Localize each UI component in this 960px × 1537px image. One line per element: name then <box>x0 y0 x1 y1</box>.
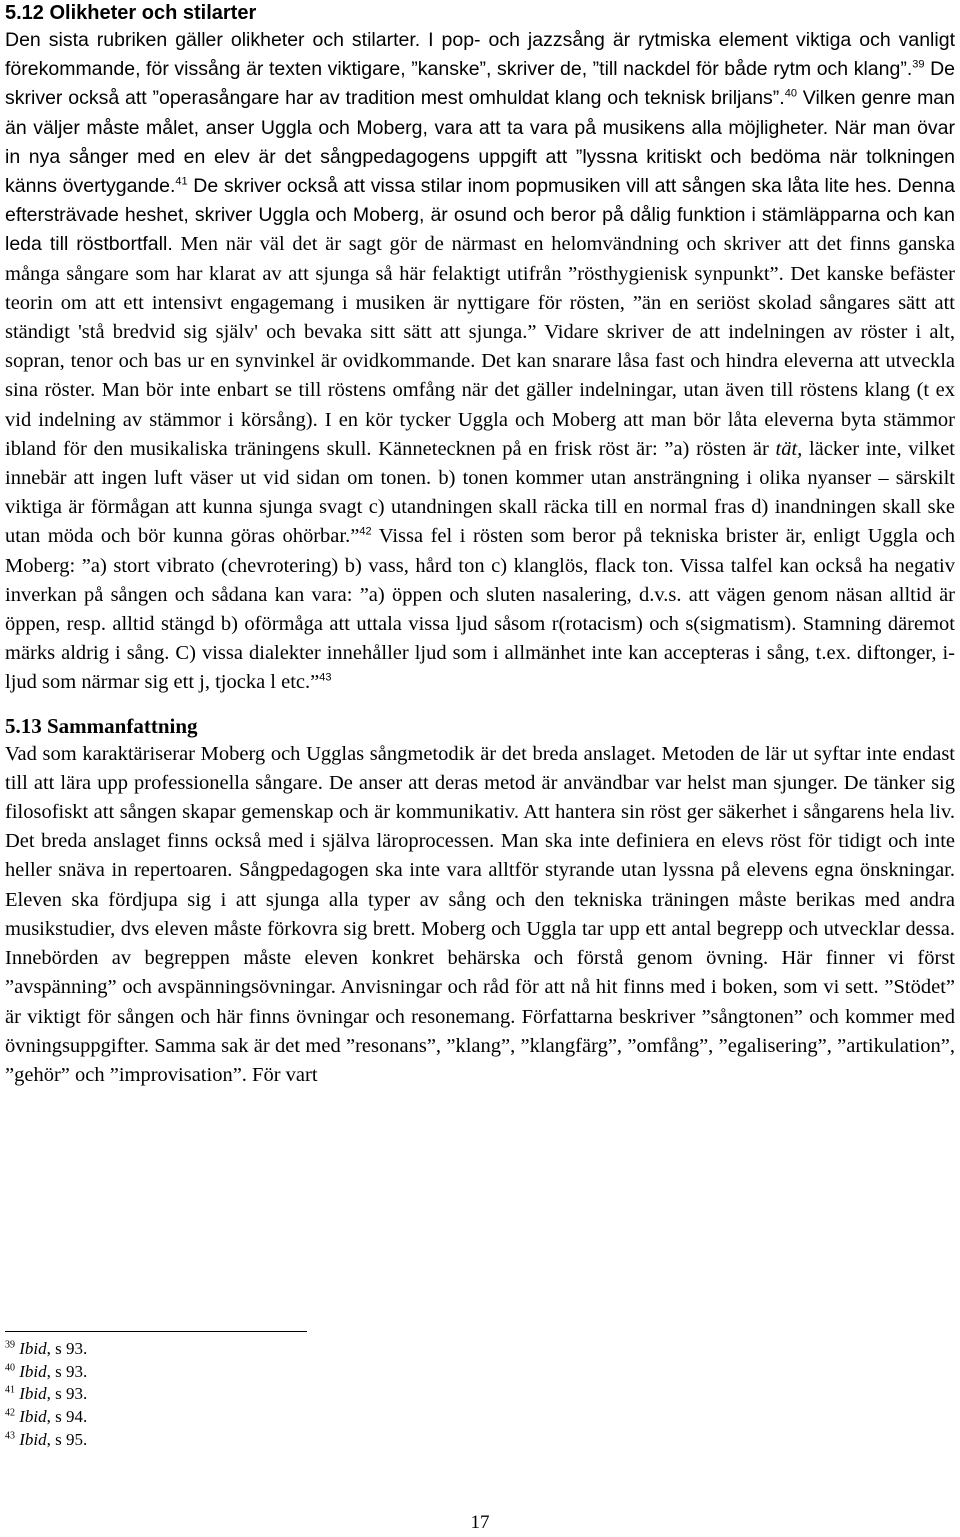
paragraph-text: De skriver också att vissa stilar inom popmusiken vill att sången ska låta lite hes. Denna eftersträvade heshet, skriver Uggla och Moberg, är osund och beror på dålig funktion i stämläpparna och kan leda till röstbortfall. <box>5 175 955 256</box>
footnote-item: $^{39}$ Ibid, s 93. <box>5 1339 88 1358</box>
paragraph-text: Vilken genre man än väljer måste målet, anser Uggla och Moberg, vara att ta vara på musikens alla möjligheter. När man övar in nya sånger med en elev är det sångpedagogens uppgift att ”lyssna kritiskt och bedöma när tolkningen känns övertygande. <box>5 87 955 198</box>
paragraph-text: läcker inte, vilket innebär att ingen luft väser ut vid sidan om tonen. b) tonen kommer utan ansträngning i olika nyanser – särskilt viktiga är förmågan att kunna sjunga svagt c) utandningen skall räcka till en normal fras d) inandningen skall ske utan möda och bör kunna göras ohörbar.” <box>5 437 955 548</box>
footnote-item: $^{40}$ Ibid, s 93. <box>5 1361 88 1381</box>
paragraph-text: De skriver också att ”operasångare har av tradition mest omhuldat klang och teknisk briljans”. <box>5 58 955 110</box>
paragraph-text: Den sista rubriken gäller olikheter och stilarter. I pop- och jazzsång är rytmiska element viktiga och vanligt förekommande, för vissång är texten viktigare, ”kanske”, skriver de, ”till nackdel för både rytm och klang”. <box>5 29 955 81</box>
footnote-item: $^{41}$ Ibid, s 93. <box>5 1384 88 1404</box>
section-heading-5-12: 5.12 Olikheter och stilarter <box>5 2 257 24</box>
footnote-ref-42: 42 <box>359 525 372 538</box>
footnote-ref-41: 41 <box>175 175 188 188</box>
footnote-ref-40: 40 <box>784 87 797 100</box>
section-5-12-paragraph <box>5 26 955 698</box>
footnote-item: $^{42}$ Ibid, s 94. <box>5 1407 88 1427</box>
section-5-13-paragraph: Vad som karaktäriserar Moberg och Ugglas sångmetodik är det breda anslaget. Metoden de lär ut syftar inte endast till att lära upp professionella sångare. De anser att deras metod är användbar var helst man sjunger. De tänker sig filosofiskt att sången skapar gemenskap och är kommunikativ. Att hantera sin röst ger säkerhet i sångarens hela liv. Det breda anslaget finns också med i själva läroprocessen. Man ska inte definiera en elevs röst för tidigt och inte heller snäva in repertoaren. Sångpedagogen ska inte vara alltför styrande utan lyssna på elevens egna önskningar. Eleven ska fördjupa sig i att sjunga alla typer av sång och den tekniska träningen måste berikas med andra musikstudier, dvs eleven måste förkovra sig brett. Moberg och Uggla tar upp ett antal begrepp och utvecklar dessa. Innebörden av begreppen måste eleven konkret behärska och förstå genom övning. Här finner vi först ”avspänning” och avspänningsövningar. Anvisningar och råd för att nå hit finns med i boken, som vi sett. ”Stödet” är viktigt för sången och här finns övningar och resonemang. Författarna beskriver ”sångtonen” och kommer med övningsuppgifter. Samma sak är det med ”resonans”, ”klang”, ”klangfärg”, ”omfång”, ”egalisering”, ”artikulation”, ”gehör” och ”improvisation”. För vart <box>5 742 955 1086</box>
footnote-separator <box>5 1331 307 1332</box>
footnotes <box>5 1338 87 1452</box>
document-page <box>5 0 955 1090</box>
emphasized-text: tät, <box>775 437 803 460</box>
page-number: 17 <box>470 1512 490 1533</box>
footnote-item: $^{43}$ Ibid, s 95. <box>5 1429 88 1449</box>
paragraph-text: Men när väl det är sagt gör de närmast en helomvändning och skriver att det finns ganska många sångare som har klarat av att sjunga så här felaktigt utifrån ”rösthygienisk synpunkt”. Det kanske befäster teorin om att ett intensivt engagemang i musiken är nyttigare för rösten, ”än en seriöst skolad sångares sätt att ständigt 'stå bredvid sig själv' och bevaka sitt sätt att sjunga.” Vidare skriver de att indelningen av röster i alt, sopran, tenor och bas ur en synvinkel är ovidkommande. Det kan snarare låsa fast och hindra eleverna att utveckla sina röster. Man bör inte enbart se till röstens omfång när det gäller indelningar, utan även till röstens klang (t ex vid indelning av stämmor i körsång). I en kör tycker Uggla och Moberg att man bör låta eleverna byta stämmor ibland för den musikaliska träningens skull. Kännetecknen på en frisk röst är: ”a) rösten är <box>5 233 955 460</box>
section-heading-5-13: 5.13 Sammanfattning <box>5 713 198 738</box>
footnote-ref-43: 43 <box>319 671 332 684</box>
footnote-ref-39: 39 <box>912 58 925 71</box>
paragraph-text: Vissa fel i rösten som beror på tekniska brister är, enligt Uggla och Moberg: ”a) stort vibrato (chevrotering) b) vass, hård ton c) klanglös, flack ton. Vissa talfel kan också ha negativ inverkan på sången och sådana kan vara: ”a) öppen och sluten nasalering, d.v.s. att vägen genom näsan alltid är öppen, resp. alltid stängd b) oförmåga att uttala vissa ljud såsom r(rotacism) och s(sigmatism). Stamning däremot märks aldrig i sång. C) vissa dialekter innehåller ljud som i allmänhet inte kan accepteras i sång, t.ex. diftonger, i-ljud som närmar sig ett j, tjocka l etc.” <box>5 525 955 694</box>
